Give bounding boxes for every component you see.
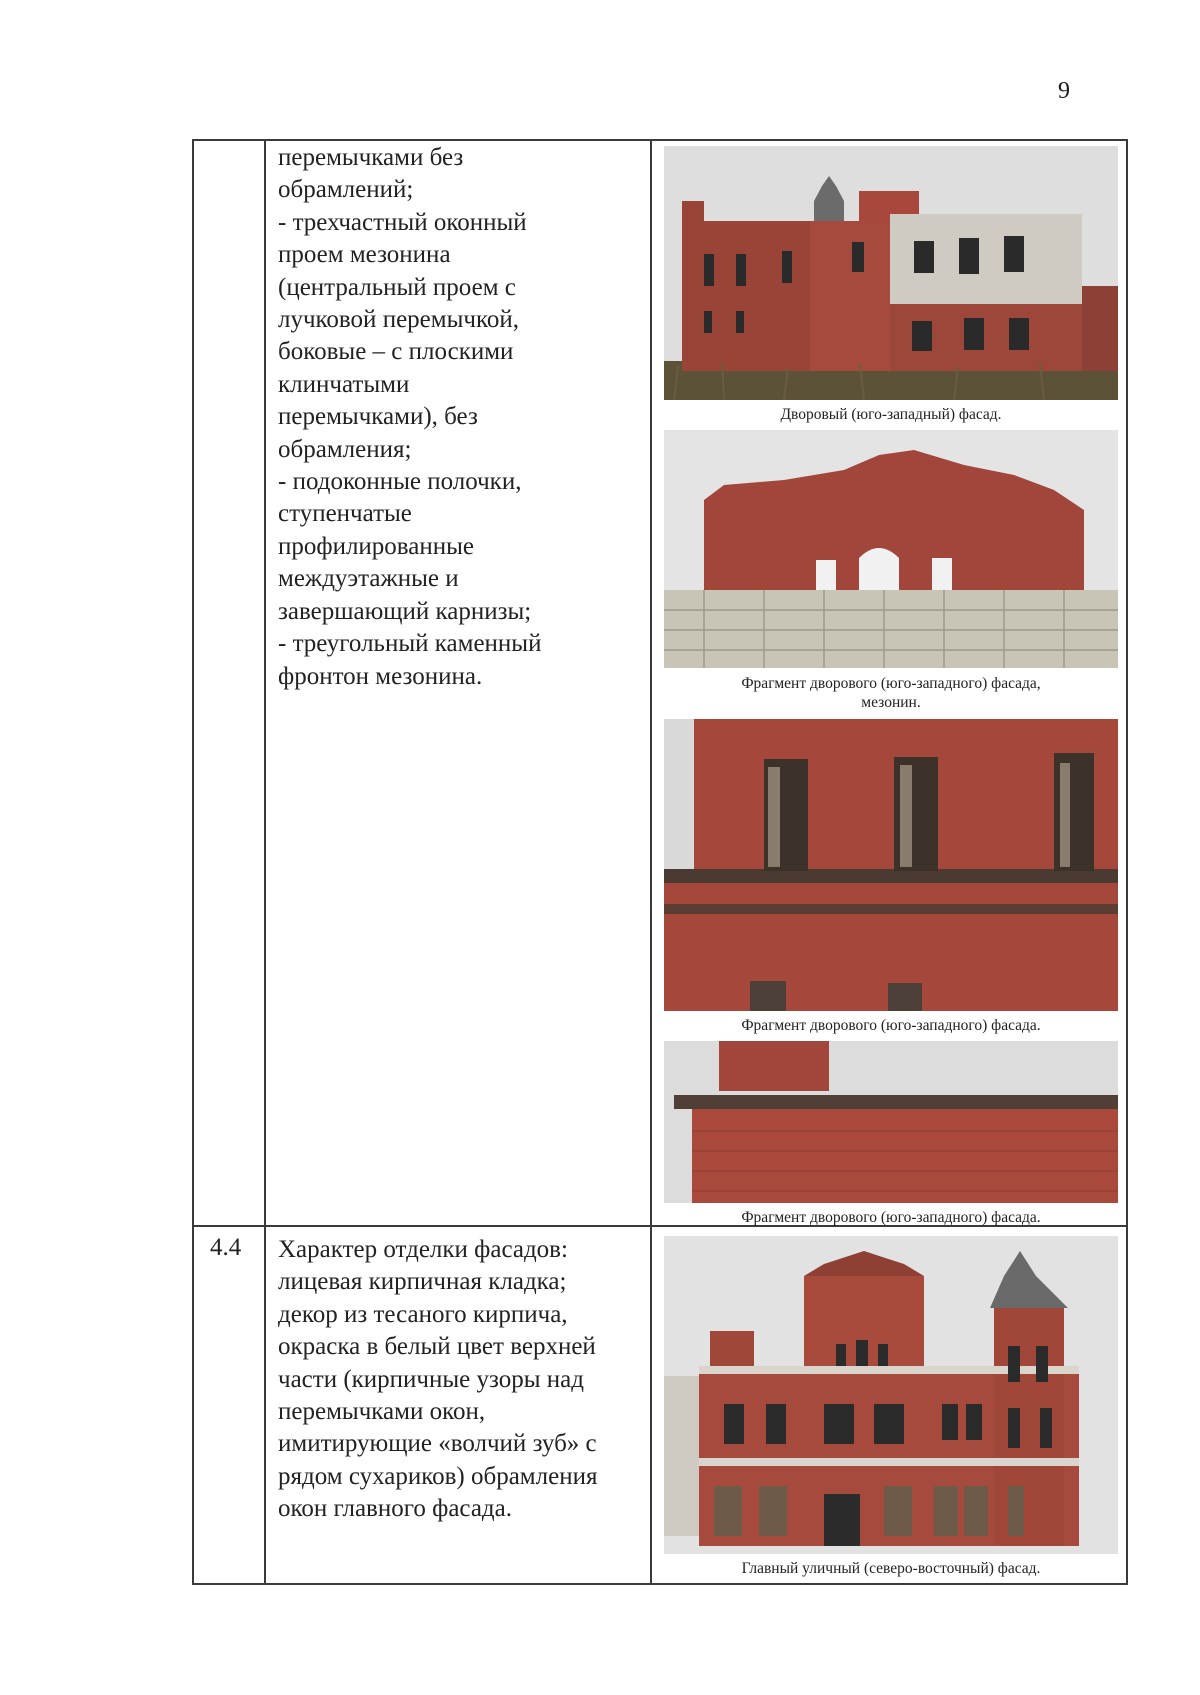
text-line: - трехчастный оконный bbox=[278, 208, 527, 236]
photo-facade-fragment-windows bbox=[664, 719, 1118, 1011]
text-line: перемычками), без bbox=[278, 403, 478, 431]
text-line: лучковой перемычкой, bbox=[278, 306, 519, 334]
text-line: - треугольный каменный bbox=[278, 630, 542, 658]
photo-main-street-facade bbox=[664, 1236, 1118, 1554]
text-line: профилированные bbox=[278, 532, 475, 560]
text-line: фронтон мезонина. bbox=[278, 662, 483, 690]
photo-caption: Фрагмент дворового (юго-западного) фасада. bbox=[741, 1209, 1041, 1226]
caption-line: Фрагмент дворового (юго-западного) фасада, bbox=[741, 675, 1041, 692]
text-line: завершающий карнизы; bbox=[278, 597, 532, 625]
page-number: 9 bbox=[1058, 78, 1070, 104]
photo-caption: Дворовый (юго-западный) фасад. bbox=[780, 406, 1002, 423]
text-line: проем мезонина bbox=[278, 241, 451, 269]
row-4-4-description bbox=[278, 1234, 648, 1526]
caption-line: мезонин. bbox=[861, 694, 921, 711]
photo-courtyard-facade bbox=[664, 146, 1118, 400]
text-line: клинчатыми bbox=[278, 370, 410, 398]
text-line: рядом сухариков) обрамления bbox=[278, 1462, 598, 1490]
text-line: части (кирпичные узоры над bbox=[278, 1365, 584, 1393]
text-line: декор из тесаного кирпича, bbox=[278, 1300, 568, 1328]
row-number: 4.4 bbox=[210, 1234, 242, 1261]
row-continued-description bbox=[278, 142, 643, 693]
text-line: ступенчатые bbox=[278, 500, 412, 528]
text-line: - подоконные полочки, bbox=[278, 468, 522, 496]
text-line: (центральный проем с bbox=[278, 273, 516, 301]
text-line: окраска в белый цвет верхней bbox=[278, 1333, 596, 1361]
photo-caption bbox=[664, 674, 1118, 712]
photo-facade-fragment-cornice bbox=[664, 1041, 1118, 1203]
text-line: боковые – с плоскими bbox=[278, 338, 514, 366]
text-line: обрамления; bbox=[278, 435, 412, 463]
text-line: обрамлений; bbox=[278, 176, 414, 204]
text-line: Характер отделки фасадов: bbox=[278, 1236, 568, 1263]
photo-caption: Фрагмент дворового (юго-западного) фасада. bbox=[741, 1017, 1041, 1034]
text-line: окон главного фасада. bbox=[278, 1495, 512, 1523]
text-line: междуэтажные и bbox=[278, 565, 459, 593]
photo-mezzanine bbox=[664, 430, 1118, 668]
text-line: перемычками без bbox=[278, 144, 464, 171]
text-line: имитирующие «волчий зуб» с bbox=[278, 1430, 597, 1458]
text-line: лицевая кирпичная кладка; bbox=[278, 1268, 567, 1296]
text-line: перемычками окон, bbox=[278, 1398, 486, 1426]
photo-caption: Главный уличный (северо-восточный) фасад. bbox=[741, 1560, 1041, 1577]
